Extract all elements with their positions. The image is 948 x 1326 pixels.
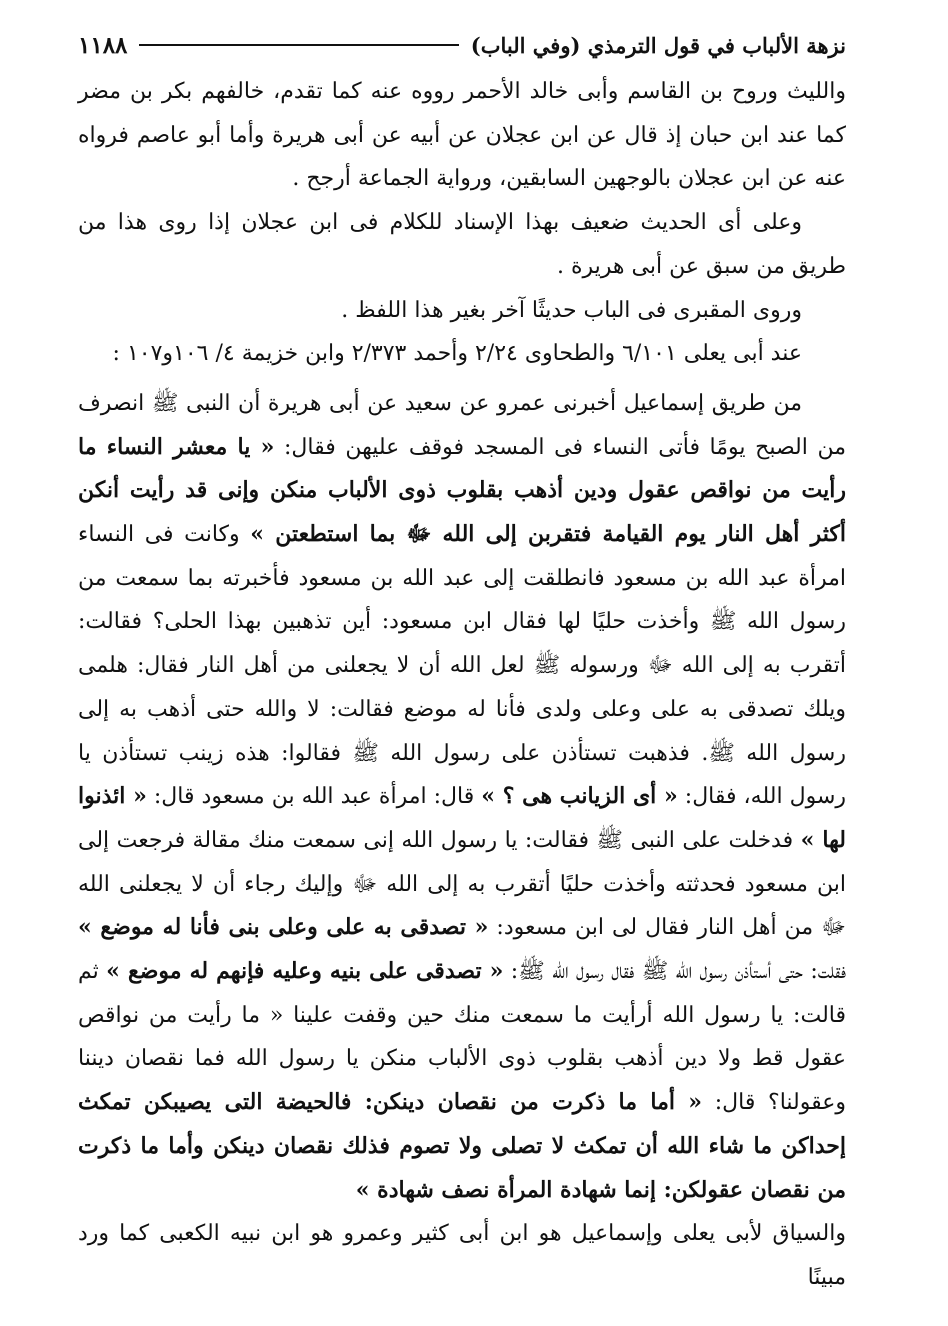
header-rule (139, 44, 458, 46)
hadith-part-2: وكانت فى النساء امرأة عبد الله بن مسعود فانطلقت إلى عبد الله بن مسعود فأخبرته بما سمعت من رسول الله ﷺ وأخذت حليًا لها فقال ابن مسعود: أين تذهبين بهذا الحلى؟ فقالت: أتقرب به إلى الله ﷻ ورسوله ﷺ لعل الله أن لا يجعلنى من أهل النار فقال: هلمى ويلك تصدقى به على وعلى ولدى فأنا له موضع فقالت: لا والله حتى أذهب به إلى رسول الله ﷺ. فذهبت تستأذن على رسول الله ﷺ فقالوا: هذه زينب تستأذن يا رسول الله، فقال: (78, 522, 846, 810)
running-title: نزهة الألباب في قول الترمذي (وفي الباب) (470, 32, 846, 58)
hadith-intro: من طريق إسماعيل أخبرنى عمرو عن سعيد عن أبى هريرة أن النبى ﷺ انصرف من الصبح يومًا فأتى النساء فى المسجد فوقف عليهن فقال: (78, 390, 846, 460)
hadith-quote-1: « يا معشر النساء ما رأيت من نواقص عقول ودين أذهب بقلوب ذوى الألباب منكن وإنى قد رأيت أنكن أكثر أهل النار يوم القيامة فتقربن إلى الله ﷻ بما استطعتن » (78, 433, 846, 548)
hadith-quote-6: « أما ما ذكرت من نقصان دينكن: فالحيضة التى يصيبكن تمكث إحداكن ما شاء الله أن تمكث لا تصلى ولا تصوم فذلك نقصان دينكن وأما ما ذكرت من نقصان عقولكن: إنما شهادة المرأة نصف شهادة » (78, 1089, 846, 1203)
hadith-quote-3: « ائذنوا لها » (78, 783, 846, 853)
page-number: ١١٨٨ (78, 31, 128, 59)
hadith-quote-4: « تصدقى به على وعلى بنى فأنا له موضع » (78, 914, 489, 941)
hadith-quote-5: « تصدقى على بنيه وعليه فإنهم له موضع » (106, 958, 504, 985)
paragraph-1: والليث وروح بن القاسم وأبى خالد الأحمر رووه عنه كما تقدم، خالفهم بكر بن مضر كما عند ابن حبان إذ قال عن ابن عجلان عن أبيه عن أبى هريرة وأما أبو عاصم فرواه عنه عن ابن عجلان بالوجهين السابقين، ورواية الجماعة أرجح . (78, 79, 846, 192)
page-body (78, 70, 846, 1300)
hadith-paragraph (78, 382, 846, 1212)
paragraph-3: وروى المقبرى فى الباب حديثًا آخر بغير هذا اللفظ . (341, 297, 802, 323)
hadith-part-3: قال: امرأة عبد الله بن مسعود قال: (146, 784, 482, 810)
hadith-part-4: فدخلت على النبى ﷺ فقالت: يا رسول الله إنى سمعت منك مقالة فرجعت إلى ابن مسعود فحدثته وأخذت حليًا أتقرب به إلى الله ﷻ وإليك رجاء أن لا يجعلنى الله ﷻ من أهل النار فقال لى ابن مسعود: (78, 827, 846, 941)
book-page (78, 28, 846, 1298)
last-line: والسياق لأبى يعلى وإسماعيل هو ابن أبى كثير وعمرو هو ابن نبيه الكعبى كما ورد مبينًا (78, 1221, 846, 1290)
hadith-part-6: ثم قالت: يا رسول الله أرأيت ما سمعت منك حين وقفت علينا « ما رأيت من نواقص عقول قط ولا دين أذهب بقلوب ذوى الألباب منكن يا رسول الله فما نقصان ديننا وعقولنا؟ قال: (78, 959, 846, 1116)
paragraph-2: وعلى أى الحديث ضعيف بهذا الإسناد للكلام فى ابن عجلان إذا روى هذا من طريق من سبق عن أبى هريرة . (78, 210, 846, 279)
paragraph-4: عند أبى يعلى ٦/١٠١ والطحاوى ٢/٢٤ وأحمد ٢/٣٧٣ وابن خزيمة ٤/ ١٠٦و١٠٧ : (112, 341, 802, 367)
hadith-quote-2: « أى الزيانب هى ؟ » (481, 783, 678, 810)
page-header (78, 28, 846, 62)
hadith-part-5: فقلت: حتى أستأذن رسول الله ﷺ فقال رسول الله ﷺ: (503, 959, 846, 985)
